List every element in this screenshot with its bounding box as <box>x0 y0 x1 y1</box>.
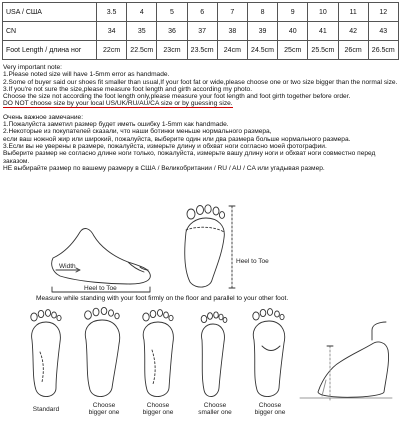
notes-ru-line: НЕ выбирайте размер по вашему размеру в США / Великобритании / RU / AU / CA или угадывая размер. <box>3 164 325 172</box>
foot-type-line2: bigger one <box>254 409 286 416</box>
size-table-row <box>3 3 399 22</box>
size-table-cell: 7 <box>217 3 247 22</box>
size-table-cell: 26cm <box>338 41 368 60</box>
size-table-cell: 3.5 <box>97 3 127 22</box>
size-table-cell: 10 <box>308 3 338 22</box>
size-table-cell: 22cm <box>97 41 127 60</box>
footprint-flat <box>143 310 174 397</box>
notes-ru-line: 3.Если вы не уверены в размере, пожалуйста, измерьте длину и обхват ноги согласно моей фотографии. <box>3 142 327 150</box>
size-table-cell: 23cm <box>157 41 187 60</box>
side-foot-illustration <box>52 229 151 292</box>
size-table-cell: 22.5cm <box>127 41 157 60</box>
footprint-high-instep <box>253 309 285 397</box>
size-table-cell: 38 <box>217 22 247 41</box>
notes-en-line: 3.If you're not sure the size,please measure foot length and girth according my photo. <box>3 85 253 93</box>
foot-type-line1: Choose <box>92 402 116 409</box>
notes-en-line: Choose the size not according the foot length only,please measure your foot length and foot girth together before order. <box>3 93 351 101</box>
size-table-cell: 23.5cm <box>187 41 217 60</box>
notes-ru-line: если ваш ножной жир или широкий, пожалуйста, выберите один или два размера больше нормального размера. <box>3 135 351 143</box>
notes-en-warning: DO NOT choose size by your local US/UK/RU/AU/CA size or by guessing size. <box>3 100 233 108</box>
notes-en-line: 1.Please noted size will have 1-5mm error as handmade. <box>3 71 170 79</box>
notes-en-heading: Very important note: <box>3 64 63 71</box>
foot-type-line2: bigger one <box>142 409 174 416</box>
size-table-row-header: Foot Length / длина ног <box>3 41 97 60</box>
size-notes <box>3 64 398 172</box>
foot-type-line2: smaller one <box>198 409 232 416</box>
size-table-cell: 41 <box>308 22 338 41</box>
size-table-row-header: USA / США <box>3 3 97 22</box>
size-table-cell: 42 <box>338 22 368 41</box>
footprint-narrow <box>201 312 227 397</box>
size-table-cell: 43 <box>368 22 398 41</box>
size-table-row <box>3 22 399 41</box>
size-table-cell: 39 <box>247 22 277 41</box>
footprint-standard <box>31 310 61 397</box>
size-table-cell: 25cm <box>278 41 308 60</box>
size-table-cell: 4 <box>127 3 157 22</box>
notes-ru-line: 1.Пожалуйста заметил размер будет иметь ошибку 1-5mm как handmade. <box>3 121 229 129</box>
size-table-cell: 9 <box>278 3 308 22</box>
foot-type-label <box>250 402 290 416</box>
foot-type-line2: bigger one <box>88 409 120 416</box>
size-table-cell: 40 <box>278 22 308 41</box>
size-table-cell: 25.5cm <box>308 41 338 60</box>
footprint-wide <box>85 307 120 396</box>
size-table-row-header: CN <box>3 22 97 41</box>
foot-type-line1: Standard <box>32 406 60 413</box>
top-foot-illustration <box>185 205 235 288</box>
foot-type-label <box>193 402 237 416</box>
size-table-row <box>3 41 399 60</box>
heel-to-toe-label-top: Heel to Toe <box>236 258 269 265</box>
size-table-cell: 11 <box>338 3 368 22</box>
size-table-cell: 36 <box>157 22 187 41</box>
size-table-cell: 6 <box>187 3 217 22</box>
size-table-body <box>3 3 399 60</box>
foot-type-label <box>138 402 178 416</box>
notes-ru-line: Выберите размер не согласно длине ноги только, пожалуйста, измерьте вашу длину ноги и обхват ноги совместно перед заказом. <box>3 150 376 165</box>
notes-en-line: 2.Some of buyer said our shoes fit smaller than usual,If your foot fat or wide,please choose one or two size bigger than the normal size. <box>3 78 398 86</box>
heel-to-toe-label: Heel to Toe <box>84 285 117 292</box>
size-table <box>2 2 399 60</box>
size-table-cell: 26.5cm <box>368 41 398 60</box>
size-table-cell: 35 <box>127 22 157 41</box>
size-table-cell: 12 <box>368 3 398 22</box>
foot-type-line1: Choose <box>258 402 282 409</box>
foot-type-label <box>84 402 124 416</box>
foot-type-line1: Choose <box>146 402 170 409</box>
notes-ru-line: 2.Некоторые из покупателей сказали, что наши ботинки меньше нормального размера, <box>3 128 272 136</box>
side-foot-ruler-illustration <box>300 322 392 400</box>
size-table-cell: 37 <box>187 22 217 41</box>
foot-type-line1: Choose <box>203 402 227 409</box>
size-table-cell: 8 <box>247 3 277 22</box>
notes-ru-heading: Очень важное замечание: <box>3 113 84 121</box>
width-label: Width <box>59 263 76 270</box>
size-table-cell: 34 <box>97 22 127 41</box>
foot-type-label <box>26 406 66 413</box>
size-table-cell: 5 <box>157 3 187 22</box>
size-table-cell: 24cm <box>217 41 247 60</box>
size-table-cell: 24.5cm <box>247 41 277 60</box>
measure-note: Measure while standing with your foot firmly on the floor and parallel to your other foot. <box>36 295 289 302</box>
